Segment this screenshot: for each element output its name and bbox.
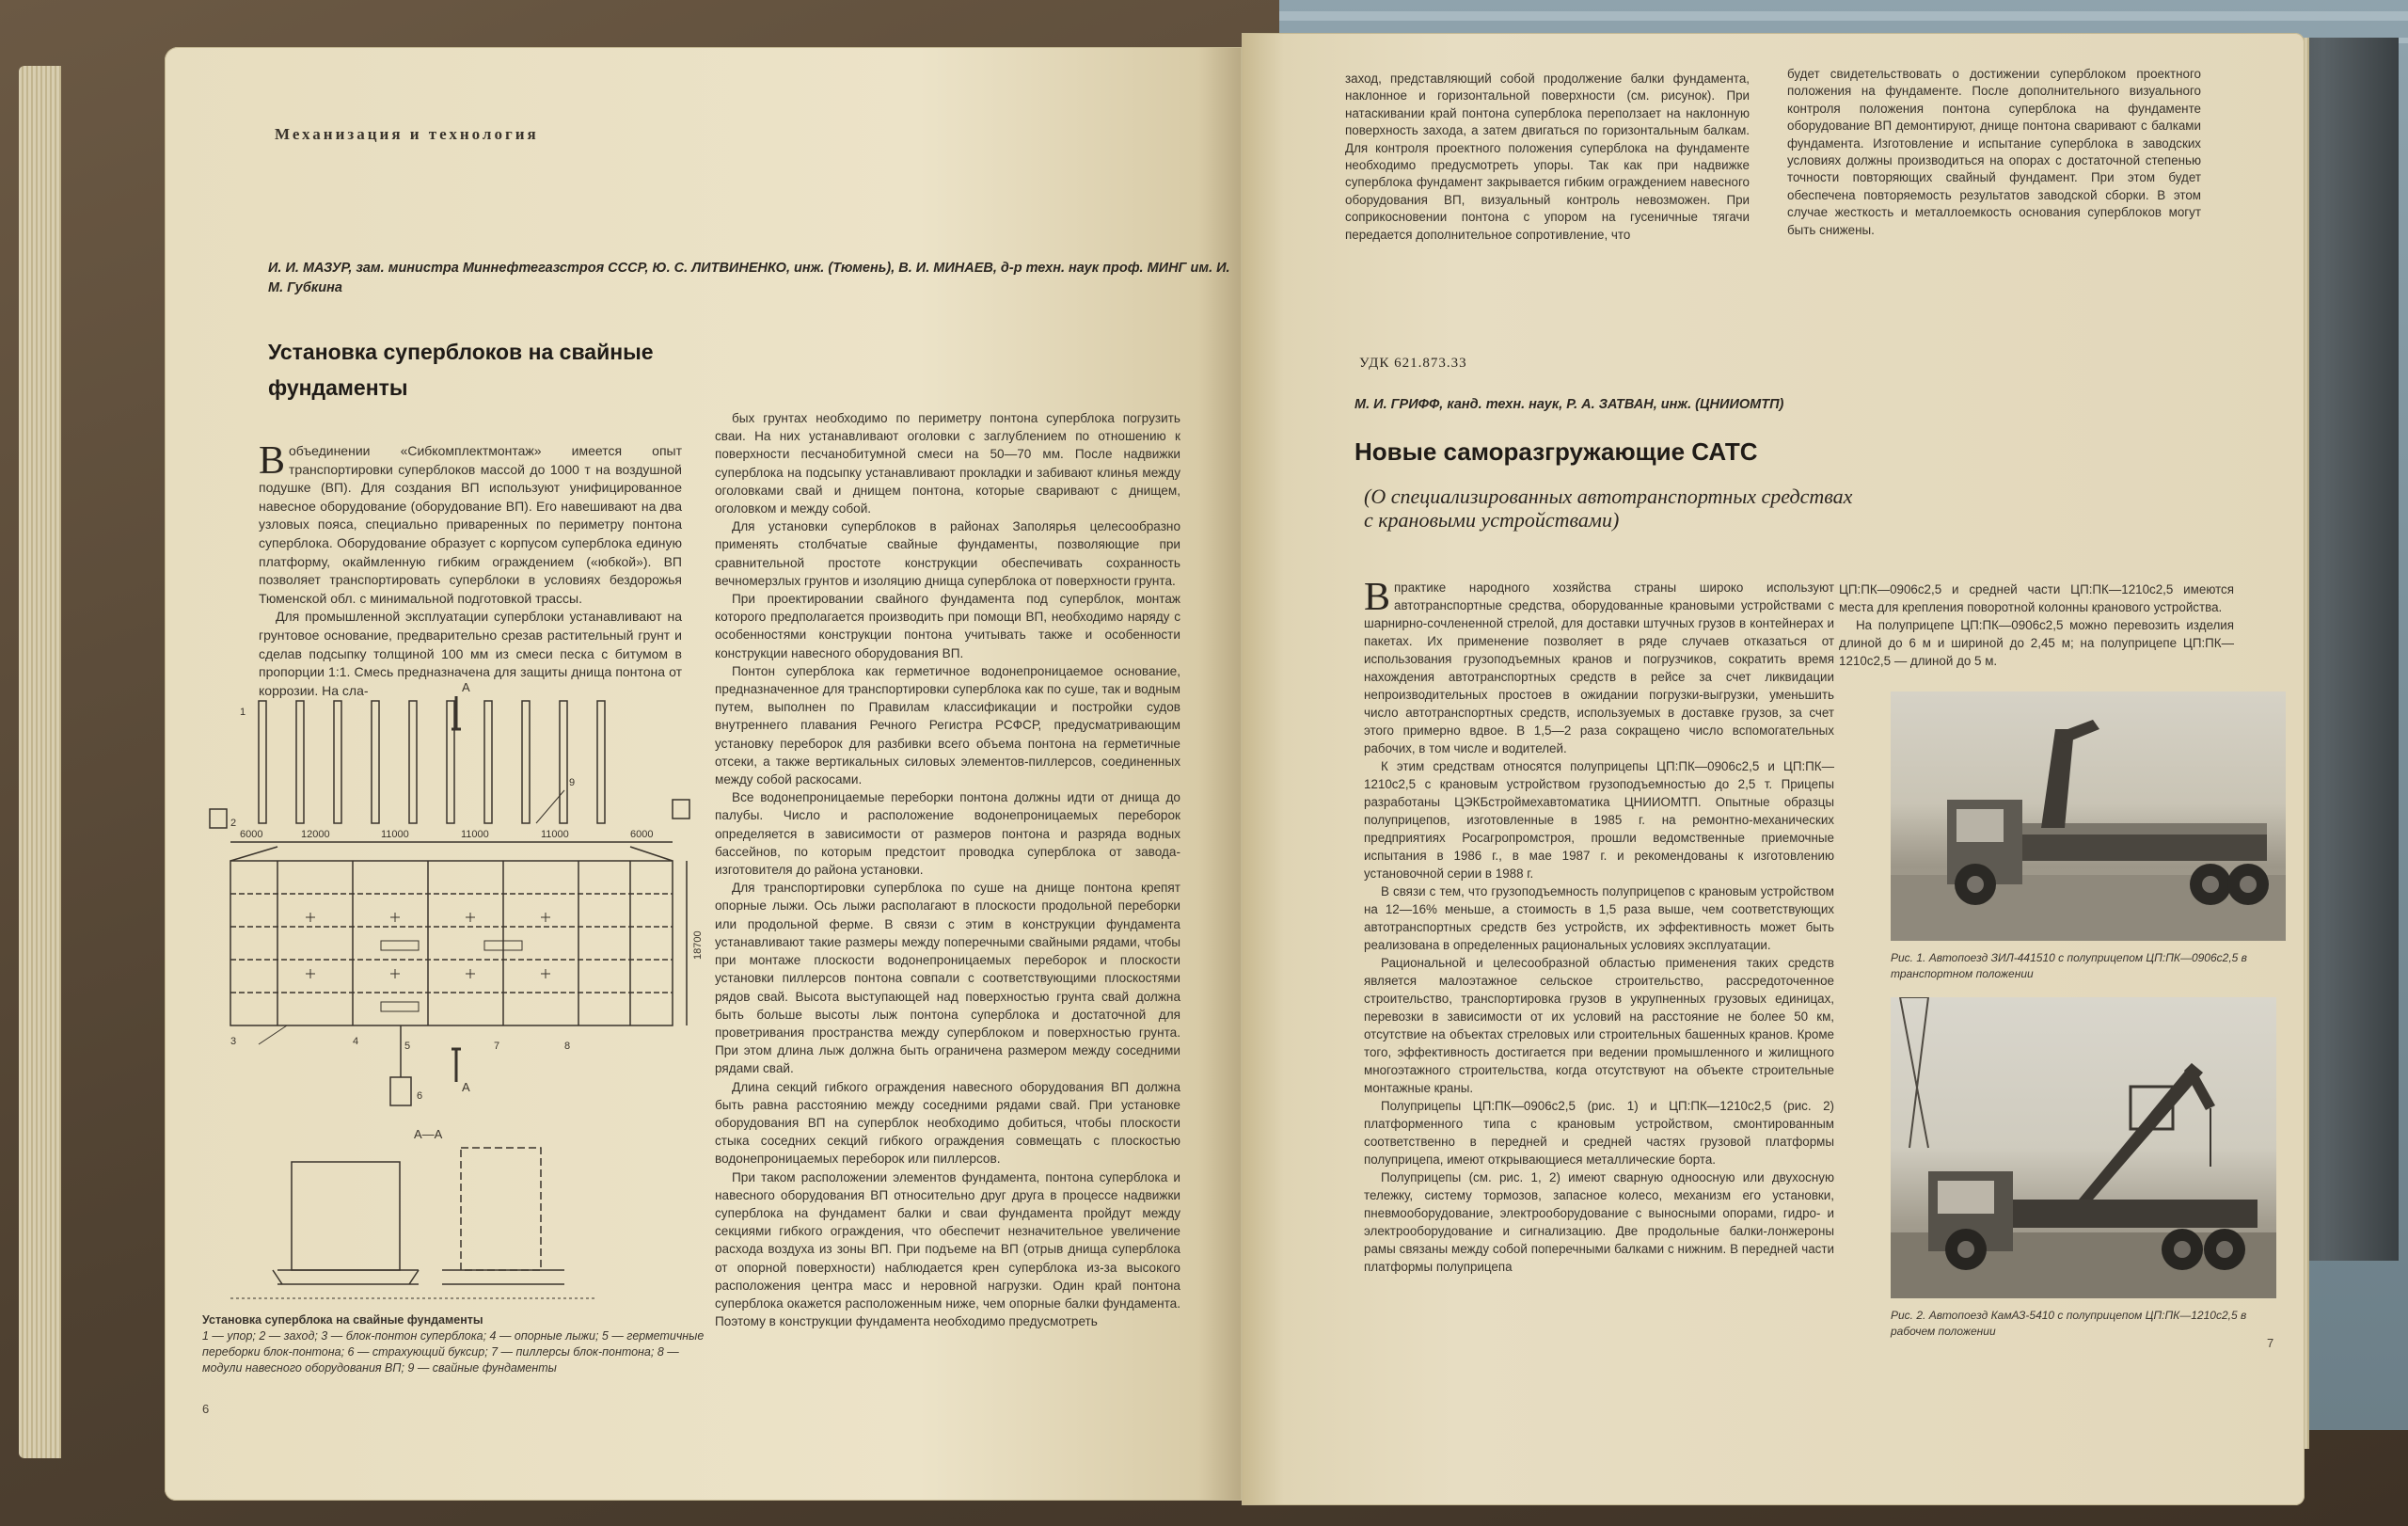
right-page <box>1242 33 2305 1505</box>
figure-2-caption: Рис. 2. Автопоезд КамАЗ-5410 с полуприцепом ЦП:ПК—1210с2,5 в рабочем положении <box>1891 1309 2247 1338</box>
part-number: 6 <box>417 1090 423 1102</box>
udk-code: УДК 621.873.33 <box>1359 356 1467 371</box>
right-article-authors: М. И. ГРИФФ, канд. техн. наук, Р. А. ЗАТВАН, инж. (ЦНИИОМТП) <box>1354 397 1784 412</box>
paragraph: Для промышленной эксплуатации суперблоки устанавливают на грунтовое основание, предварительно срезав растительный грунт и сделав подсыпку толщиной 100 мм из смеси песка с битумом в пропорции 1:1. Смесь предназначена для защиты днища понтона от коррозии. На сла- <box>259 609 682 698</box>
dropcap: В <box>259 439 286 483</box>
dimension-label: 11000 <box>461 829 489 840</box>
paragraph: Полуприцепы ЦП:ПК—0906с2,5 (рис. 1) и ЦП:ПК—1210с2,5 (рис. 2) платформенного типа с крановым устройством, смонтированным соответственно в передней и средней частях грузовой платформы полуприцепа, имеют открывающиеся металлические борта. <box>1364 1099 1834 1167</box>
dimension-label: 12000 <box>301 829 330 840</box>
left-article-title: Установка суперблоков на свайные фундаменты <box>268 340 654 400</box>
paragraph: Все водонепроницаемые переборки понтона должны идти от днища до палубы. Число и расположение водонепроницаемых переборок определяется в зависимости от размеров понтона и разряда водных бассейнов, по которым предстоит проводка суперблока от завода-изготовителя до района установки. <box>715 790 1180 878</box>
dimension-label: 11000 <box>541 829 569 840</box>
paragraph: При проектировании свайного фундамента под суперблок, монтаж которого предполагается производить при помощи ВП, необходимо наряду с особенностями конструкции понтона учитывать также и особенности конструкции навесного оборудования ВП. <box>715 592 1180 660</box>
foundation-drawing <box>202 649 710 1402</box>
paragraph: ЦП:ПК—0906с2,5 и средней части ЦП:ПК—1210с2,5 имеются места для крепления поворотной колонны кранового устройства. <box>1839 582 2234 614</box>
part-number: 8 <box>564 1041 571 1052</box>
paragraph: К этим средствам относятся полуприцепы ЦП:ПК—0906с2,5 и ЦП:ПК—1210с2,5 с крановым устройством грузоподъемностью до 2,5 т. Прицепы разработаны ЦЭКБстроймехавтоматика ЦНИИОМТП. Опытные образцы полуприцепов, изготовленные в 1985 г. на ремонтно-механических предприятиях Росагропромстроя, прошли ведомственные приемочные испытания в 1986 г., в мае 1987 г. и рекомендованы к изготовлению установочной серии в 1988 г. <box>1364 759 1834 881</box>
part-number: 3 <box>230 1036 237 1047</box>
paragraph: Для транспортировки суперблока по суше на днище понтона крепят опорные лыжи. Ось лыжи располагают в плоскости продольной переборки или продольной ферме. В связи с этим в конструкции фундамента устанавливают такие размеры между поперечными свайными рядами, чтобы при монтаже плоскости водонепроницаемых переборок и плоскости установки пиллерсов понтона совпали с соответствующими плоскостями рядов свай. Высота выступающей над поверхностью грунта свай должна быть больше высоты лыж понтона суперблока и достаточной для проветривания пространства между суперблоком и поверхностью грунта. При этом длина лыж должна быть ограничена размером между соседними рядами свай. <box>715 881 1180 1076</box>
paragraph: Рациональной и целесообразной областью применения таких средств является малоэтажное сельское строительство, рассредоточенное строительство, транспортировка грузов в укрупненных грузовых единицах, перевозки в зависимости от их условий на расстояние не более 50 км, отсутствие на объектах стреловых или строительных башенных кранов. Кроме того, эффективность достигается при ведении промышленного и жилищного многоэтажного строительства, когда отсутствуют на объекте строительные монтажные краны. <box>1364 956 1834 1095</box>
paragraph: бых грунтах необходимо по периметру понтона суперблока погрузить сваи. На них устанавливают оголовки с заглублением по отношению к поверхности песчанобитумной смеси на 50—70 мм. После надвижки суперблока на подсыпку устанавливают прокладки и забивают клинья между оголовками свай и днищем понтона, которые сваривают с днищем, оголовком и между собой. <box>715 411 1180 517</box>
continuation-column-1: заход, представляющий собой продолжение балки фундамента, наклонное и горизонтальной поверхности (см. рисунок). При натаскивании край понтона суперблока переползает на наклонную поверхность захода, а затем двигаться по горизонтальным балкам. Для контроля проектного положения суперблока на фундаменте необходимо предусмотреть упоры. Так как при надвижке суперблока фундамент закрывается гибким ограждением навесного оборудования ВП, визуальный контроль невозможен. При соприкосновении понтона с упором на гусеничные тягачи передается дополнительное сопротивление, что <box>1345 72 1750 242</box>
page-number-left: 6 <box>202 1402 210 1416</box>
paragraph: При таком расположении элементов фундамента, понтона суперблока и навесного оборудования ВП относительно друг друга в процессе надвижки суперблока на фундамент балки и сваи фундамента пройдут между секциями гибкого ограждения, что обеспечит незначительное увеличение расхода воздуха из зоны ВП. При подъеме на ВП (отрыв днища суперблока от опорной поверхности) наблюдается крен суперблока из-за высокого расположения центра масс и неровной нагрузки. Один край понтона суперблока окажется расположенным ниже, чем опорные балки фундамента. Поэтому в конструкции фундамента необходимо предусмотреть <box>715 1169 1180 1329</box>
figure-1-caption: Рис. 1. Автопоезд ЗИЛ-441510 с полуприцепом ЦП:ПК—0906с2,5 в транспортном положении <box>1891 951 2247 980</box>
truck-illustration-1 <box>1891 691 2286 941</box>
truck-photo-2 <box>1891 997 2276 1298</box>
cover-stripe <box>1279 11 2408 21</box>
part-number: 4 <box>353 1036 359 1047</box>
dimension-label: 11000 <box>381 829 409 840</box>
part-number: 1 <box>240 707 246 718</box>
paragraph: На полуприцепе ЦП:ПК—0906с2,5 можно перевозить изделия длиной до 6 м и шириной до 2,45 м; на полуприцепе ЦП:ПК—1210с2,5 — длиной до 5 м. <box>1839 618 2234 668</box>
section-rubric: Механизация и технология <box>275 125 539 143</box>
paragraph: Полуприцепы (см. рис. 1, 2) имеют сварную одноосную или двухосную тележку, систему тормозов, запасное колесо, механизм его установки, пневмооборудование, электрооборудование с выносными опорами, гидро- и электрооборудование и сигнализацию. Две продольные балки-лонжероны рамы связаны между собой поперечными балками с нижним. В передней части платформы полуприцепа <box>1364 1170 1834 1274</box>
left-article-authors: И. И. МАЗУР, зам. министра Миннефтегазстроя СССР, Ю. С. ЛИТВИНЕНКО, инж. (Тюмень), В. И. МИНАЕВ, д-р техн. наук проф. МИНГ им. И. М. Губкина <box>268 261 1230 295</box>
right-article-subtitle: (О специализированных автотранспортных средствах с крановыми устройствами) <box>1364 485 1853 532</box>
truck-illustration-2 <box>1891 997 2276 1298</box>
part-number: 7 <box>494 1041 500 1052</box>
left-article-column-2 <box>715 409 1180 1330</box>
height-dimension-label: 18700 <box>692 930 704 960</box>
paragraph: практике народного хозяйства страны широко используют автотранспортные средства, оборудованные крановыми устройствами с шарнирно-сочлененной стрелой, для доставки штучных грузов в контейнерах и пакетах. Их применение позволяет в ряде случаев отказаться от использования грузоподъемных кранов и погрузчиков, сократить время нахождения автотранспортных средств в рейсе за счет ликвидации непроизводительных простоев в ожидании погрузки-выгрузки, уменьшить число автотранспортных средств, используемых в доставке грузов, за счет этого примерно вдвое. В 1,5—2 раза сокращено число вспомогательных рабочих, в том числе и водителей. <box>1364 580 1834 755</box>
open-magazine <box>113 33 2305 1510</box>
right-article-column-2 <box>1839 580 2234 670</box>
paragraph: В связи с тем, что грузоподъемность полуприцепов с крановым устройством на 12—16% меньше, а стоимость в 1,5 раза выше, чем соответствующих автотранспортных средств без устройств, их эффективность может быть реализована в определенных рациональных условиях эксплуатации. <box>1364 884 1834 952</box>
section-marker-label: А <box>462 680 470 694</box>
pile-row <box>259 701 605 823</box>
part-number: 5 <box>404 1041 411 1052</box>
part-number: 9 <box>569 777 576 788</box>
figure-caption <box>202 1312 710 1376</box>
left-page-stack <box>19 66 61 1458</box>
section-marker-label: А <box>462 1080 470 1094</box>
paragraph: объединении «Сибкомплектмонтаж» имеется опыт транспортировки суперблоков массой до 1000 т на воздушной подушке (ВП). Для создания ВП используют унифицированное навесное оборудование (оборудование ВП). Его навешивают на два узловых пояса, специально приваренных по периметру понтона суперблока. Оборудование образует с корпусом суперблока единую платформу, окаймленную гибким ограждением («юбкой»). ВП позволяет транспортировать суперблоки в условиях бездорожья Тюменской обл. с минимальной подготовкой трассы. <box>259 443 682 606</box>
right-article-column-1 <box>1364 576 1834 1276</box>
paragraph: Длина секций гибкого ограждения навесного оборудования ВП должна быть равна расстоянию между соседними рядами свай. При установке оборудования ВП на суперблок необходимо добиться, чтобы плоскости стыка соседних секций гибкого ограждения совмещать с плоскостью водонепроницаемых переборок или пиллерсов. <box>715 1079 1180 1167</box>
truck-photo-1 <box>1891 691 2286 941</box>
part-number: 2 <box>230 818 237 829</box>
right-article-title: Новые саморазгружающие САТС <box>1354 437 1758 466</box>
dropcap: В <box>1364 576 1391 619</box>
section-title: А—А <box>414 1127 443 1141</box>
continuation-column-2: будет свидетельствовать о достижении суперблоком проектного положения на фундаменте. После дополнительного визуального контроля положения понтона суперблока на фундаменте оборудование ВП демонтируют, днище понтона сваривают с балками фундамента. Изготовление и испытание суперблока в заводских условиях должны производиться на опорах с достаточной степенью точности повторяющих свайный фундамент. При этом будет обеспечена повторяемость результатов заводской сборки. В этом случае жесткость и металлоемкость основания суперблоков могут быть снижены. <box>1787 67 2201 237</box>
dimension-label: 6000 <box>240 829 263 840</box>
figure-caption-title: Установка суперблока на свайные фундаменты <box>202 1313 483 1327</box>
paragraph: Для установки суперблоков в районах Заполярья целесообразно применять столбчатые свайные фундаменты, позволяющие при сравнительной простоте конструкции обеспечивать сохранность вечномерзлых грунтов и изоляцию днища суперблока от поверхности грунта. <box>715 519 1180 588</box>
left-page <box>165 47 1242 1501</box>
page-number-right: 7 <box>2267 1336 2274 1350</box>
figure-caption-text: 1 — упор; 2 — заход; 3 — блок-понтон суперблока; 4 — опорные лыжи; 5 — герметичные переборки блок-понтона; 6 — страхующий буксир; 7 — пиллерсы блок-понтона; 8 — модули навесного оборудования ВП; 9 — свайные фундаменты <box>202 1329 705 1375</box>
paragraph: Понтон суперблока как герметичное водонепроницаемое основание, предназначенное для транспортировки суперблока как по суше, так и водным путем, выполнен по Правилам классификации и постройки судов внутреннего плавания Речного Регистра РСФСР, предусматривающим установку переборок для разбивки всего объема понтона на герметичные отсеки, а также вертикальных силовых элементов-пиллерсов, соединенных между собой раскосами. <box>715 663 1180 787</box>
dimension-label: 6000 <box>630 829 654 840</box>
